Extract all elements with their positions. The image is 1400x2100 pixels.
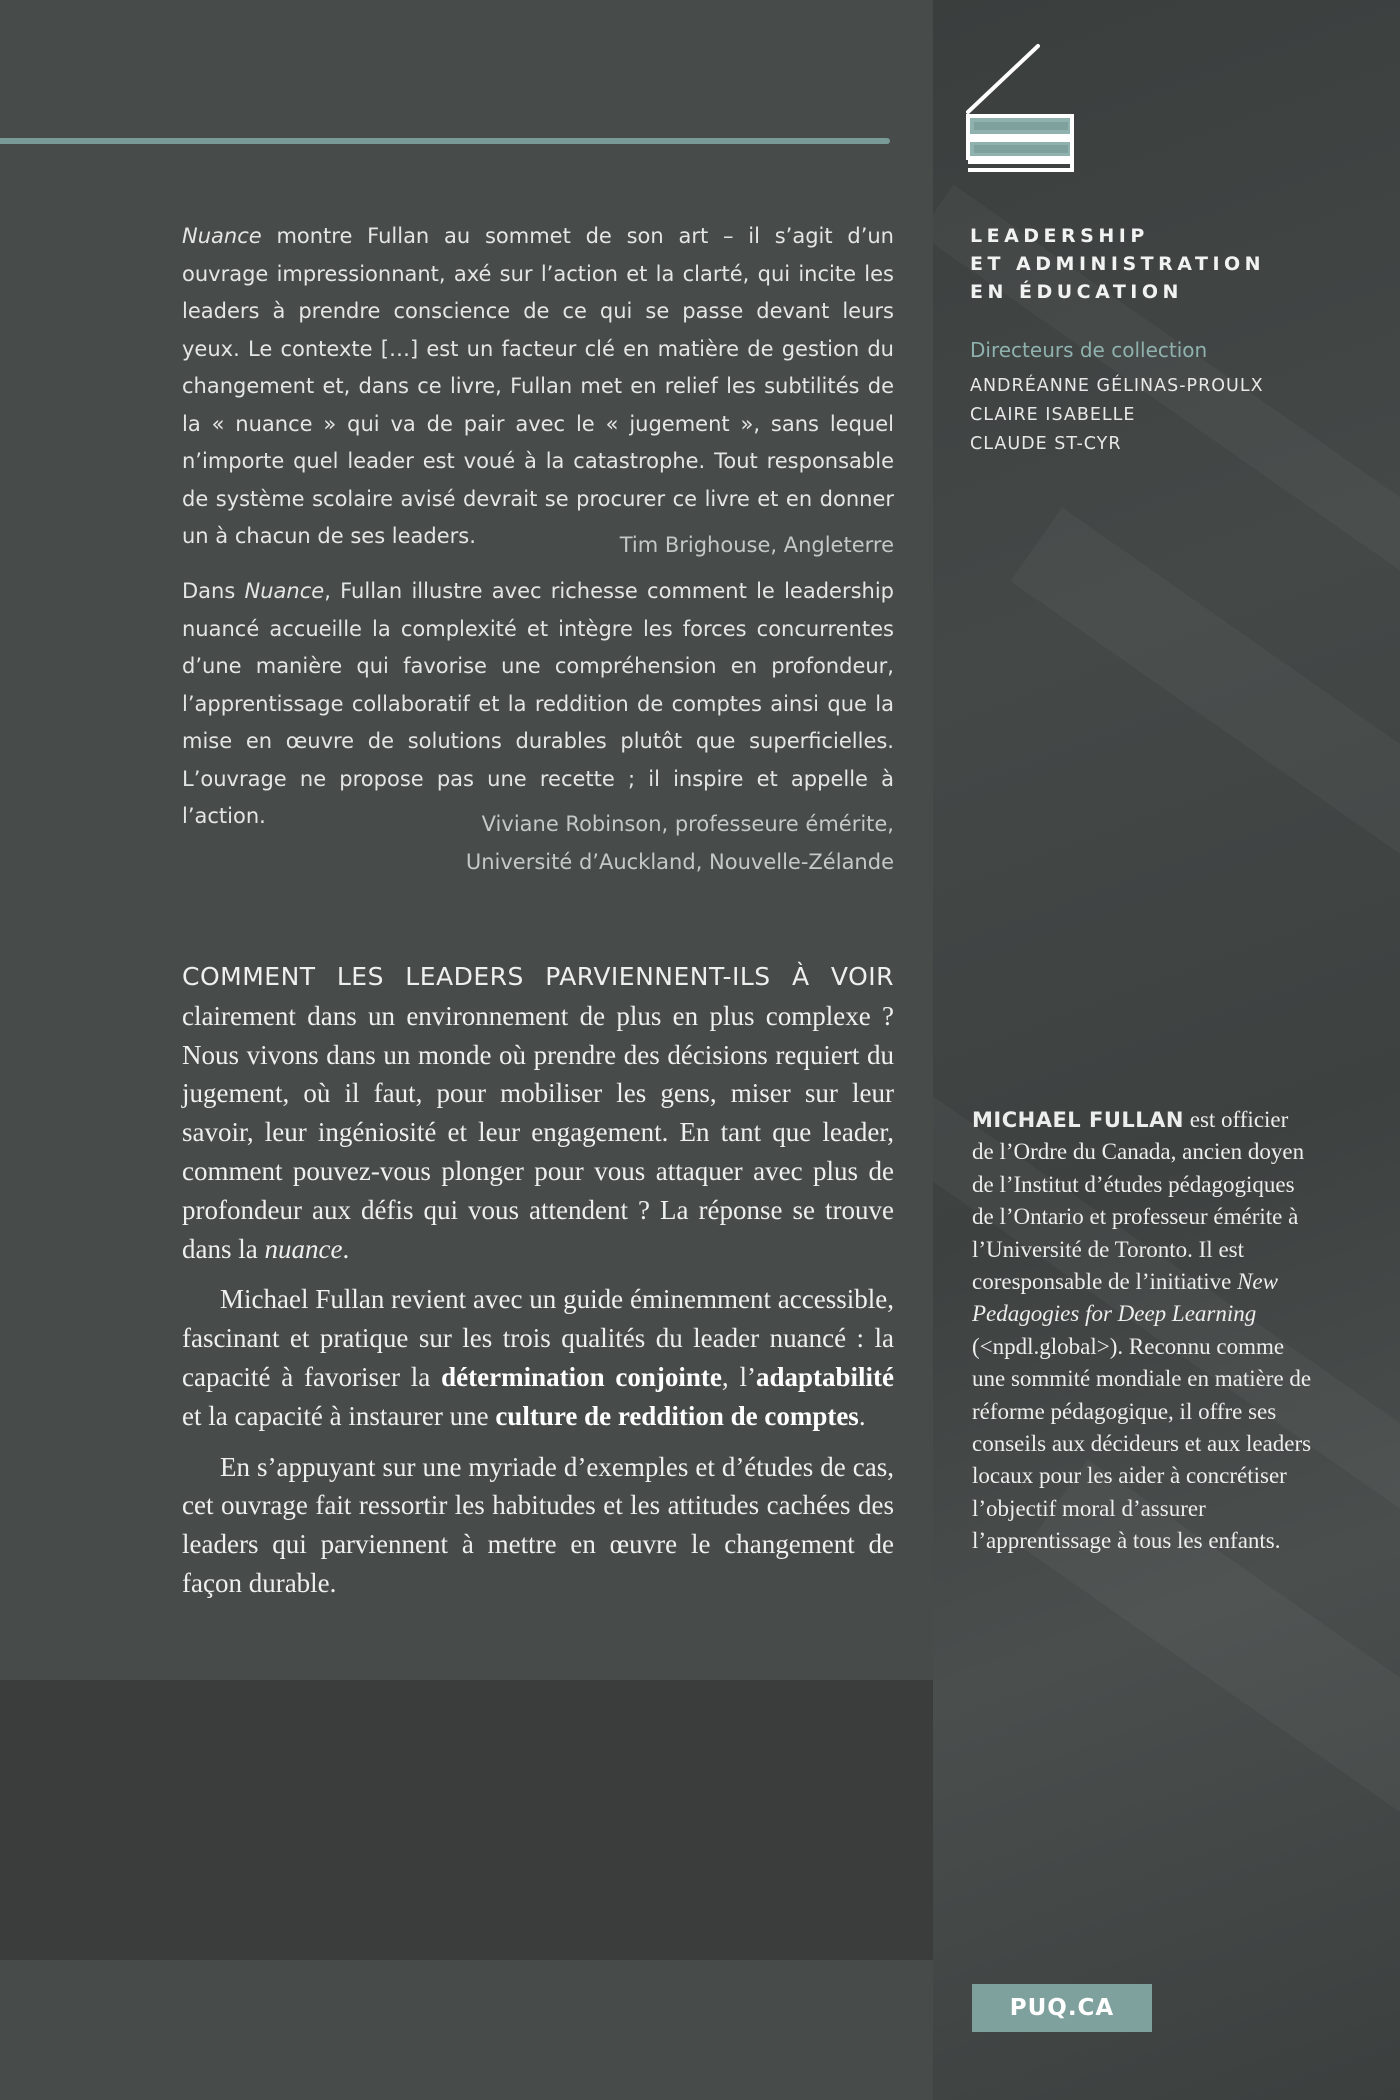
series-title-line: LEADERSHIP bbox=[970, 225, 1149, 247]
paragraph-text: Michael Fullan revient avec un guide éminemment accessible, fascinant et pratique sur les trois qualités du leader nuancé : la capacité à favoriser la bbox=[182, 1284, 894, 1392]
director-name: CLAUDE ST-CYR bbox=[970, 434, 1122, 454]
author-bio bbox=[972, 1104, 1312, 1558]
series-title-line: ET ADMINISTRATION bbox=[970, 253, 1266, 275]
publisher-link[interactable]: PUQ.CA bbox=[972, 1984, 1152, 2032]
texture-streak bbox=[1010, 507, 1400, 982]
bio-text: est officier de l’Ordre du Canada, ancien doyen de l’Institut d’études pédagogiques de l’Ontario et professeur émérite à l’Université de Toronto. Il est coresponsable de l’initiative bbox=[972, 1107, 1305, 1295]
description-paragraph bbox=[182, 957, 894, 1268]
attribution-line: Université d’Auckland, Nouvelle-Zélande bbox=[465, 849, 894, 874]
attribution-brighouse: Tim Brighouse, Angleterre bbox=[619, 533, 894, 557]
quote-title-italic: Nuance bbox=[182, 224, 262, 248]
left-bottom-background bbox=[0, 1960, 933, 2100]
book-description bbox=[182, 957, 894, 1603]
quote-brighouse bbox=[182, 218, 894, 556]
paragraph-text: . bbox=[342, 1233, 350, 1264]
bio-text: (<npdl.global>). Reconnu comme une sommité mondiale en matière de réforme pédagogique, il offre ses conseils aux décideurs et aux leaders locaux pour les aider à concrétiser l’objectif moral d’assurer l’apprentissage à tous les enfants. bbox=[972, 1333, 1312, 1554]
description-paragraph: En s’appuyant sur une myriade d’exemples et d’études de cas, cet ouvrage fait ressortir les habitudes et les attitudes cachées des leaders qui parviennent à mettre en œuvre le changement de façon durable. bbox=[182, 1451, 894, 1598]
description-paragraph bbox=[182, 1280, 894, 1435]
quote-title-italic: Nuance bbox=[244, 579, 325, 603]
quote-body: montre Fullan au sommet de son art – il s’agit d’un ouvrage impressionnant, axé sur l’action et la clarté, qui incite les leaders à prendre conscience de ce qui se passe devant leurs yeux. Le contexte […] est un facteur clé en matière de gestion du changement et, dans ce livre, Fullan met en relief les subtilités de la « nuance » qui va de pair avec le « jugement », sans lequel n’importe quel leader est voué à la catastrophe. Tout responsable de système scolaire avisé devrait se procurer ce livre et en donner un à chacun de ses leaders. bbox=[182, 224, 894, 548]
right-panel bbox=[933, 0, 1400, 2100]
director-name: ANDRÉANNE GÉLINAS-PROULX bbox=[970, 376, 1264, 396]
paragraph-text: et la capacité à instaurer une bbox=[182, 1400, 496, 1431]
initiative-title: New Pedagogies for Deep Learning bbox=[972, 1269, 1278, 1327]
header-rule bbox=[0, 138, 890, 144]
bold-term: culture de reddition de comptes bbox=[495, 1400, 859, 1431]
directors-label: Directeurs de collection bbox=[970, 338, 1208, 362]
bold-term: adaptabilité bbox=[755, 1361, 894, 1392]
directors-list bbox=[970, 372, 1264, 459]
bold-term: détermination conjointe bbox=[441, 1361, 722, 1392]
paragraph-text: clairement dans un environnement de plus en plus complexe ? Nous vivons dans un monde où prendre des décisions requiert du jugement, où il faut, pour mobiliser les gens, miser sur leur savoir, leur ingéniosité et leur engagement. En tant que leader, comment pouvez-vous plonger pour vous attaquer avec plus de profondeur aux défis qui vous attendent ? La réponse se trouve dans la bbox=[182, 1000, 894, 1264]
quote-robinson bbox=[182, 573, 894, 836]
quote-body: Dans bbox=[182, 579, 245, 603]
director-name: CLAIRE ISABELLE bbox=[970, 405, 1136, 425]
quote-body: , Fullan illustre avec richesse comment le leadership nuancé accueille la complexité et intègre les forces concurrentes d’une manière qui favorise une compréhension en profondeur, l’apprentissage collaboratif et la reddition de comptes ainsi que la mise en œuvre de solutions durables plutôt que superficielles. L’ouvrage ne propose pas une recette ; il inspire et appelle à l’action. bbox=[182, 579, 894, 828]
paragraph-text: . bbox=[858, 1400, 866, 1431]
attribution-line: Viviane Robinson, professeure émérite, bbox=[481, 812, 894, 836]
paragraph-text: , l’ bbox=[721, 1361, 756, 1392]
attribution-robinson bbox=[466, 806, 894, 881]
lead-caps: COMMENT LES LEADERS PARVIENNENT-ILS À VOIR bbox=[182, 962, 894, 991]
series-title-line: EN ÉDUCATION bbox=[970, 281, 1183, 303]
series-title bbox=[970, 222, 1265, 306]
left-dark-band bbox=[0, 1680, 933, 1960]
author-name: MICHAEL FULLAN bbox=[972, 1108, 1184, 1132]
italic-term: nuance bbox=[264, 1233, 343, 1264]
books-stack-icon bbox=[960, 42, 1076, 172]
